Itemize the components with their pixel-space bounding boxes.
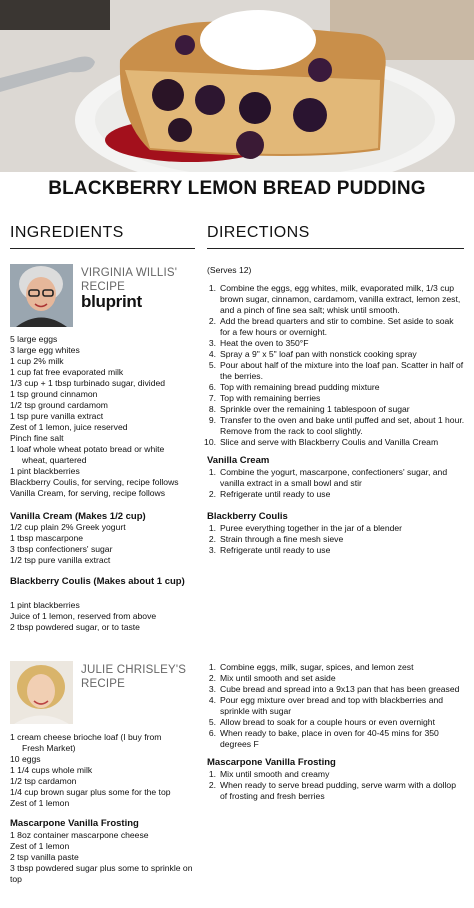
list-item: 2. When ready to serve bread pudding, serve warm with a dollop of frosting and fresh berries: [208, 780, 456, 801]
divider: [207, 248, 464, 249]
list-item: 1 tsp pure vanilla extract: [10, 411, 104, 421]
author-photo-julie: [10, 661, 73, 724]
divider: [10, 248, 195, 249]
list-item: 1 cup fat free evaporated milk: [10, 367, 124, 377]
ingredients-header: INGREDIENTS: [10, 224, 124, 241]
list-item: 2. Refrigerate until ready to use: [208, 489, 331, 499]
list-item: 1 tsp ground cinnamon: [10, 389, 98, 399]
list-item: 3. Cube bread and spread into a 9x13 pan that has been greased: [208, 684, 460, 694]
hero-photo: [0, 0, 474, 172]
list-item: 1. Combine eggs, milk, sugar, spices, and lemon zest: [208, 662, 414, 672]
coulis-title: Blackberry Coulis (Makes about 1 cup): [10, 576, 185, 587]
list-item: 3 tbsp confectioners' sugar: [10, 544, 113, 554]
frosting-dir-title: Mascarpone Vanilla Frosting: [207, 757, 336, 768]
vanilla-cream-list: [10, 522, 200, 566]
list-item: 8. Sprinkle over the remaining 1 tablespoon of sugar: [208, 404, 410, 414]
list-item: 1/3 cup + 1 tbsp turbinado sugar, divided: [10, 378, 166, 388]
list-item: 1. Combine the eggs, egg whites, milk, evaporated milk, 1/3 cup brown sugar, cinnamon, cardamom, vanilla extract, lemon zest, and a pinch of fine sea salt; whisk until smooth.: [208, 283, 461, 315]
list-item: 1. Combine the yogurt, mascarpone, confectioners' sugar, and vanilla extract in a small bowl and stir: [208, 467, 448, 488]
list-item: 7. Top with remaining berries: [208, 393, 321, 403]
list-item: Zest of 1 lemon: [10, 841, 70, 851]
page-title: BLACKBERRY LEMON BREAD PUDDING: [48, 178, 426, 199]
list-item: 1 pint blackberries: [10, 600, 80, 610]
list-item: 2. Add the bread quarters and stir to combine. Set aside to soak for a few hours or overnight.: [208, 316, 454, 337]
list-item: 6. When ready to bake, place in oven for 40-45 mins for 350 degrees F: [208, 728, 439, 749]
list-item: 2. Mix until smooth and set aside: [208, 673, 336, 683]
list-item: 5. Allow bread to soak for a couple hours or even overnight: [208, 717, 435, 727]
list-item: 4. Pour egg mixture over bread and top with blackberries and sprinkle with sugar: [208, 695, 444, 716]
ingredients-list: [10, 334, 200, 499]
list-item: 4. Spray a 9" x 5" loaf pan with nonstick cooking spray: [208, 349, 417, 359]
list-item: wheat, quartered: [22, 455, 87, 465]
list-item: 1/2 tsp cardamon: [10, 776, 77, 786]
directions-list: [207, 662, 465, 750]
list-item: 3. Refrigerate until ready to use: [208, 545, 331, 555]
bread-pudding-illustration: [0, 0, 474, 172]
directions-header: DIRECTIONS: [207, 224, 310, 241]
author-photo-virginia: [10, 264, 73, 327]
vanilla-cream-steps: [207, 467, 465, 500]
list-item: 1 cup 2% milk: [10, 356, 64, 366]
list-item: 5 large eggs: [10, 334, 58, 344]
list-item: 1 1/4 cups whole milk: [10, 765, 93, 775]
bluprint-logo: bluprint: [81, 292, 142, 311]
list-item: 1 loaf whole wheat potato bread or white: [10, 444, 165, 454]
list-item: 9. Transfer to the oven and bake until puffed and set, about 1 hour. Remove from the rack to cool slightly.: [208, 415, 465, 436]
list-item: Zest of 1 lemon: [10, 798, 70, 808]
list-item: 1/2 cup plain 2% Greek yogurt: [10, 522, 126, 532]
list-item: 5. Pour about half of the mixture into the loaf pan. Scatter in half of the berries.: [208, 360, 464, 381]
list-item: 1. Puree everything together in the jar of a blender: [208, 523, 403, 533]
list-item: 2 tsp vanilla paste: [10, 852, 79, 862]
list-item: Vanilla Cream, for serving, recipe follows: [10, 488, 166, 498]
coulis-dir-title: Blackberry Coulis: [207, 511, 288, 522]
list-item: 1/2 tsp pure vanilla extract: [10, 555, 111, 565]
list-item: 2 tbsp powdered sugar, or to taste: [10, 622, 140, 632]
vanilla-cream-dir-title: Vanilla Cream: [207, 455, 270, 466]
list-item: Pinch fine salt: [10, 433, 64, 443]
list-item: 1/2 tsp ground cardamom: [10, 400, 108, 410]
list-item: 1 pint blackberries: [10, 466, 80, 476]
list-item: 1/4 cup brown sugar plus some for the top: [10, 787, 171, 797]
list-item: 6. Top with remaining bread pudding mixture: [208, 382, 380, 392]
list-item: Blackberry Coulis, for serving, recipe follows: [10, 477, 179, 487]
serves-note: (Serves 12): [207, 265, 252, 275]
list-item: 1 tbsp mascarpone: [10, 533, 84, 543]
list-item: 1 8oz container mascarpone cheese: [10, 830, 149, 840]
directions-list: [204, 283, 465, 448]
vanilla-cream-title: Vanilla Cream (Makes 1/2 cup): [10, 511, 146, 522]
list-item: 1 cream cheese brioche loaf (I buy from: [10, 732, 162, 742]
list-item: 10 eggs: [10, 754, 41, 764]
list-item: 10. Slice and serve with Blackberry Coulis and Vanilla Cream: [204, 437, 439, 447]
list-item: Fresh Market): [22, 743, 76, 753]
list-item: Juice of 1 lemon, reserved from above: [10, 611, 157, 621]
coulis-steps: [207, 523, 465, 556]
author-name: JULIE CHRISLEY'S RECIPE: [81, 664, 187, 690]
list-item: 3 large egg whites: [10, 345, 80, 355]
list-item: 2. Strain through a fine mesh sieve: [208, 534, 344, 544]
list-item: 1. Mix until smooth and creamy: [208, 769, 330, 779]
list-item: Zest of 1 lemon, juice reserved: [10, 422, 128, 432]
ingredients-list: [10, 732, 200, 809]
frosting-steps: [207, 769, 465, 802]
author-name: VIRGINIA WILLIS' RECIPE: [81, 267, 178, 293]
frosting-title: Mascarpone Vanilla Frosting: [10, 818, 139, 829]
frosting-list: [10, 830, 200, 885]
list-item: 3. Heat the oven to 350°F: [208, 338, 309, 348]
list-item: 3 tbsp powdered sugar plus some to sprinkle on top: [10, 863, 193, 884]
coulis-list: [10, 600, 200, 633]
